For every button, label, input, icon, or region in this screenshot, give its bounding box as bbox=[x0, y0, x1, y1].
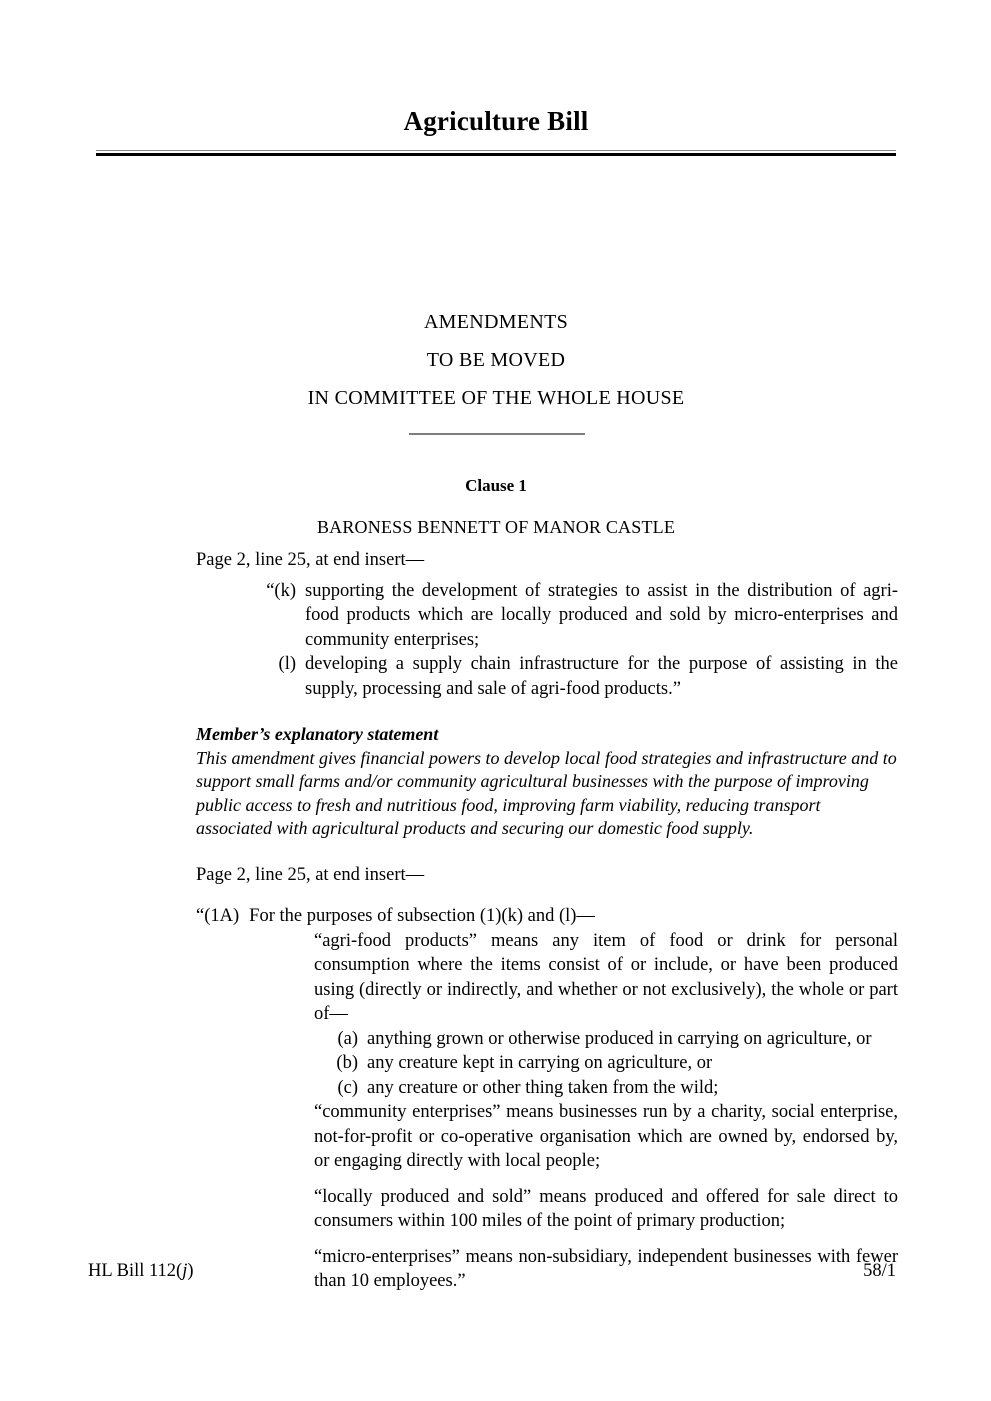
subsection-1a-text: For the purposes of subsection (1)(k) and (l)— bbox=[249, 906, 595, 926]
page-title: Agriculture Bill bbox=[403, 106, 589, 136]
amendment-2-lead: Page 2, line 25, at end insert— bbox=[196, 864, 425, 885]
definition-micro-enterprises: “micro-enterprises” means non-subsidiary, independent businesses with fewer than 10 employees.” bbox=[314, 1246, 898, 1291]
page-number: 58/1 bbox=[863, 1261, 896, 1281]
bill-reference bbox=[88, 1261, 194, 1282]
list-item-label: “(k) bbox=[266, 580, 296, 601]
list-item-label: (b) bbox=[336, 1053, 358, 1073]
explanatory-statement-heading: Member’s explanatory statement bbox=[196, 724, 439, 744]
amendment-1-lead: Page 2, line 25, at end insert— bbox=[196, 550, 425, 570]
list-item-text: supporting the development of strategies to assist in the distribution of agri-food products which are locally produced and sold by micro-enterprises and community enterprises; bbox=[305, 580, 898, 650]
section-divider-rule bbox=[409, 433, 585, 435]
bill-reference-suffix: ) bbox=[187, 1261, 194, 1281]
list-item-text: any creature or other thing taken from the wild; bbox=[367, 1077, 719, 1098]
list-item-label: (c) bbox=[337, 1077, 358, 1098]
amendment-headings bbox=[96, 303, 896, 417]
amendment-sponsor: BARONESS BENNETT OF MANOR CASTLE bbox=[316, 517, 676, 537]
list-item-text: developing a supply chain infrastructure for the purpose of assisting in the supply, processing and sale of agri-food products.” bbox=[305, 654, 898, 699]
list-item-label: (l) bbox=[278, 654, 296, 674]
list-item bbox=[196, 579, 898, 653]
list-item bbox=[314, 1027, 898, 1052]
heading-line-3: IN COMMITTEE OF THE WHOLE HOUSE bbox=[307, 387, 685, 409]
list-item bbox=[314, 1051, 898, 1076]
explanatory-statement bbox=[196, 723, 898, 841]
subsection-1a bbox=[196, 904, 898, 929]
list-item-label: (a) bbox=[337, 1028, 358, 1049]
bill-reference-letter: j bbox=[182, 1261, 188, 1281]
heading-line-1: AMENDMENTS bbox=[423, 311, 569, 333]
definition-locally-produced-and-sold: “locally produced and sold” means produced and offered for sale direct to consumers within 100 miles of the point of primary production; bbox=[314, 1186, 898, 1231]
list-item-text: any creature kept in carrying on agriculture, or bbox=[367, 1053, 713, 1073]
heading-line-2: TO BE MOVED bbox=[426, 349, 566, 371]
subsection-1a-label: “(1A) bbox=[196, 906, 240, 926]
subsection-1a-sub-items bbox=[196, 1027, 898, 1101]
clause-heading: Clause 1 bbox=[465, 476, 527, 495]
amendment-1-items bbox=[196, 579, 898, 702]
bill-reference-prefix: HL Bill 112( bbox=[88, 1261, 183, 1281]
definition-community-enterprises: “community enterprises” means businesses run by a charity, social enterprise, not-for-profit or co-operative organisation which are owned by, endorsed by, or engaging directly with local people; bbox=[314, 1102, 898, 1171]
amendments-body bbox=[196, 548, 898, 1294]
list-item-text: anything grown or otherwise produced in carrying on agriculture, or bbox=[367, 1028, 872, 1049]
page-footer bbox=[88, 1261, 896, 1282]
definition-agri-food-products: “agri-food products” means any item of food or drink for personal consumption where the items consist of or include, or have been produced using (directly or indirectly, and whether or not exclusively), the whole or part of— bbox=[314, 930, 898, 1024]
list-item bbox=[314, 1076, 898, 1101]
title-double-rule bbox=[96, 150, 896, 156]
list-item bbox=[196, 652, 898, 701]
explanatory-statement-text: This amendment gives financial powers to develop local food strategies and infrastructure and to support small farms and/or community agricultural businesses with the purpose of improving public access to fresh and nutritious food, improving farm viability, reducing transport associated with agricultural products and securing our domestic food supply. bbox=[196, 747, 897, 838]
